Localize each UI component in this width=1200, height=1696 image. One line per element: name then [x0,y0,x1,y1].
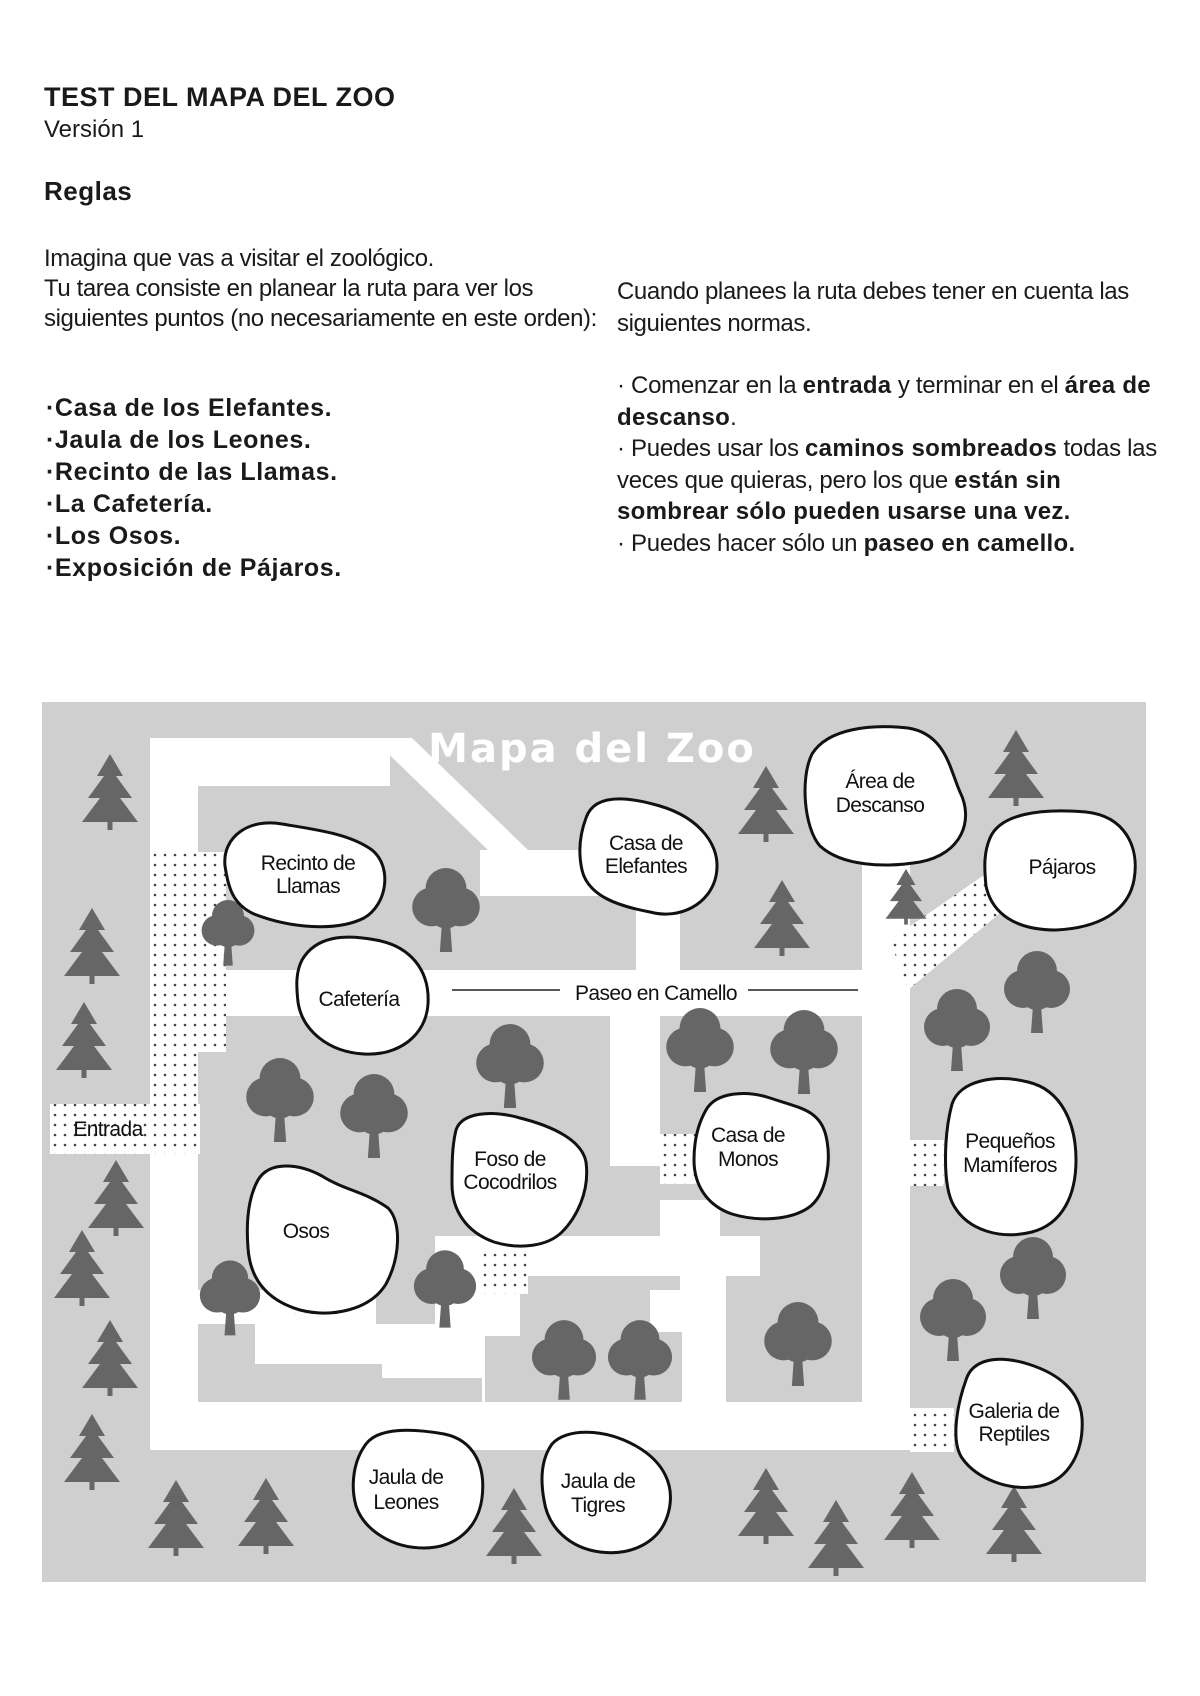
birds-label [1028,856,1095,879]
monkeys-label-line: Monos [717,1148,779,1171]
point-item: ·Los Osos. [46,522,182,550]
lions-blob [353,1430,483,1548]
point-item: ·Jaula de los Leones. [46,426,312,454]
norm-text: todas las veces que quieras, pero los que [617,435,1157,494]
norm-text: y terminar en el [891,372,1065,399]
cafe-label [319,988,401,1011]
norm-bold: caminos sombreados [805,435,1058,462]
entrance-label: Entrada [73,1118,143,1141]
lions-label-line: Jaula de [368,1466,444,1489]
cafe-label-line: Cafetería [318,988,400,1011]
crocs-label [463,1148,556,1194]
point-item: ·Exposición de Pájaros. [46,554,342,582]
page-title: TEST DEL MAPA DEL ZOO [44,82,396,112]
point-item: ·La Cafetería. [46,490,213,518]
mammals-label [963,1130,1057,1177]
camel-ride-label: Paseo en Camello [575,982,737,1005]
birds-label-line: Pájaros [1028,856,1096,879]
norms-intro: Cuando planees la ruta debes tener en cuenta las siguientes normas. [617,278,1129,337]
monkeys-label [711,1124,785,1171]
version-label: Versión 1 [44,116,145,143]
tigers-label-line: Tigres [571,1494,625,1517]
mammals-label-line: Mamíferos [963,1154,1057,1177]
norm-bold: área de descanso [617,372,1151,431]
elephants-label-line: Casa de [608,832,684,855]
crocs-label-line: Cocodrilos [463,1171,557,1194]
norm-text: . [730,403,737,431]
map-title: Mapa del Zoo [428,726,756,772]
tigers-label-line: Jaula de [560,1470,636,1493]
norm-bold: están sin sombrear sólo pueden usarse una vez. [617,466,1071,525]
norm-bold: entrada [802,372,892,399]
llamas-label-line: Recinto de [260,852,356,875]
intro-line-1: Imagina que vas a visitar el zoológico. [44,245,434,272]
lions-label-line: Leones [373,1491,439,1514]
norm-text: · Puedes hacer sólo un [617,529,864,557]
point-item: ·Recinto de las Llamas. [46,458,338,486]
point-item: ·Casa de los Elefantes. [46,394,333,422]
reptiles-label [969,1400,1060,1446]
norm-bold: paseo en camello. [863,529,1076,557]
bears-label [283,1220,330,1243]
reptiles-label-line: Reptiles [978,1423,1050,1446]
reptiles-label-line: Galeria de [968,1400,1060,1423]
tigers-label [561,1470,636,1517]
rules-heading: Reglas [44,176,133,206]
crocs-label-line: Foso de [474,1148,546,1171]
rest-label [836,770,925,817]
elephants-label [605,832,687,878]
rest-label-line: Área de [845,770,915,793]
intro-line-2: Tu tarea consiste en planear la ruta para ver los siguientes puntos (no necesariamente en este orden): [44,275,597,332]
rest-label-line: Descanso [835,794,925,817]
llamas-label-line: Llamas [275,875,341,898]
norm-text: · Puedes usar los [617,435,806,462]
monkeys-label-line: Casa de [710,1124,786,1147]
norm-text: · Comenzar en la [617,372,803,399]
mammals-label-line: Pequeños [965,1130,1055,1153]
elephants-label-line: Elefantes [604,855,688,878]
bears-label-line: Osos [282,1220,330,1243]
